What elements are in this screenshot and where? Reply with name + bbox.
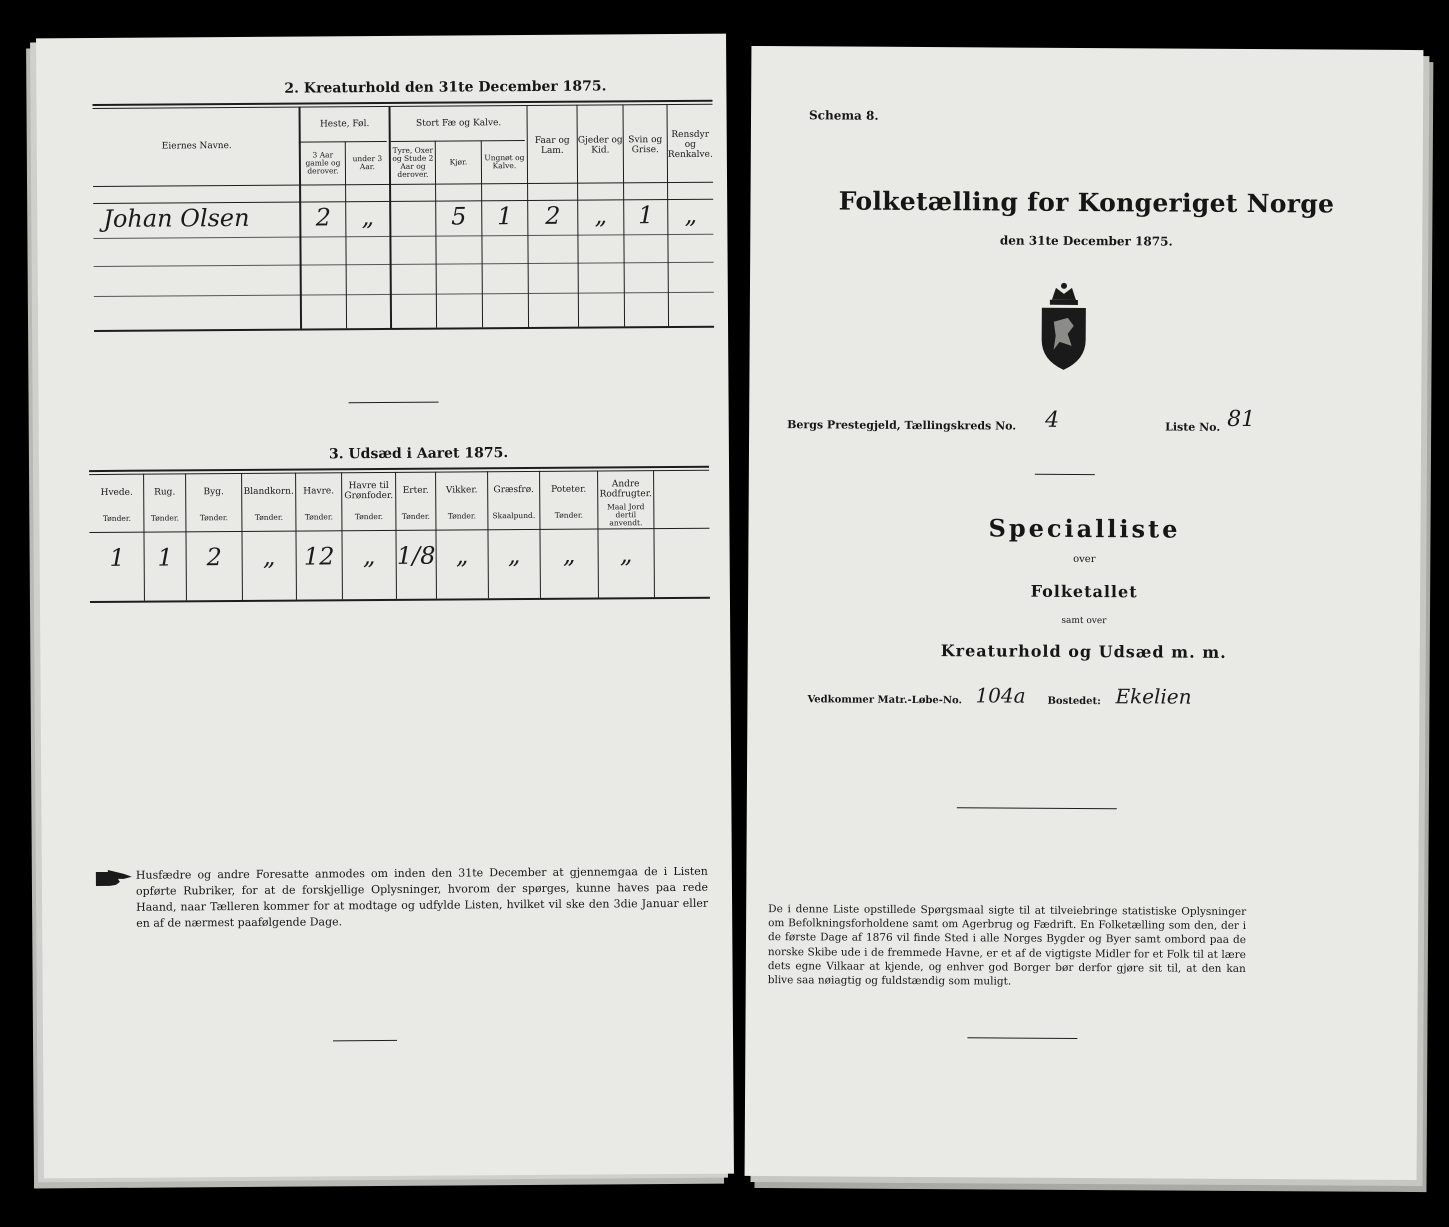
col-4-name: Havre. bbox=[303, 486, 335, 497]
col-horses-under3: under 3 Aar. bbox=[352, 154, 383, 172]
col-7-name: Vikker. bbox=[445, 485, 478, 496]
col-goats: Gjeder og Kid. bbox=[577, 135, 623, 156]
col-bulls: Tyre, Oxer og Stude 2 Aar og derover. bbox=[392, 145, 434, 179]
val-reindeer: „ bbox=[684, 200, 698, 229]
divider bbox=[957, 807, 1117, 809]
divider bbox=[967, 1037, 1077, 1039]
col-9-value: „ bbox=[562, 540, 576, 569]
col-9-unit: Tønder. bbox=[554, 510, 583, 520]
section3-title: 3. Udsæd i Aaret 1875. bbox=[328, 445, 509, 463]
schema-label: Schema 8. bbox=[808, 108, 879, 123]
census-title: Folketælling for Kongeriget Norge bbox=[838, 186, 1335, 219]
col-3-value: „ bbox=[262, 542, 276, 571]
val-horses-under3: „ bbox=[361, 203, 375, 232]
col-3-name: Blandkorn. bbox=[243, 486, 294, 497]
section2-title: 2. Kreaturhold den 31te December 1875. bbox=[284, 78, 607, 97]
pointing-hand-icon bbox=[94, 868, 134, 890]
over-text: over bbox=[1073, 553, 1096, 566]
val-horses-3yr: 2 bbox=[315, 203, 332, 232]
coat-of-arms-icon bbox=[1033, 282, 1094, 372]
col-8-name: Græsfrø. bbox=[493, 484, 534, 496]
col-1-value: 1 bbox=[157, 543, 173, 572]
folketallet-text: Folketallet bbox=[1030, 581, 1138, 602]
kreaturhold-text: Kreaturhold og Udsæd m. m. bbox=[940, 641, 1227, 662]
liste-no: 81 bbox=[1227, 406, 1256, 433]
liste-label: Liste No. bbox=[1165, 420, 1221, 434]
notice-text: Husfædre og andre Foresatte anmodes om inden den 31te December at gjennemgaa de i Listen opførte Rubriker, for at de forskjellige Oplysninger, hvorom der spørges, kunne haves paa rede Haand, naar Tælleren kommer for at modtage og udfylde Listen, hvilket vil ske den 3die Januar eller en af de nærmest paafølgende Dage. bbox=[135, 864, 709, 930]
val-pigs: 1 bbox=[638, 201, 654, 230]
owner-name: Johan Olsen bbox=[103, 203, 250, 233]
divider bbox=[1035, 474, 1095, 475]
val-cows: 5 bbox=[451, 202, 467, 231]
col-2-value: 2 bbox=[206, 543, 222, 572]
col-sheep: Faar og Lam. bbox=[534, 135, 570, 156]
cattle-group-header: Stort Fæ og Kalve. bbox=[415, 118, 502, 129]
left-page bbox=[36, 34, 734, 1179]
col-4-unit: Tønder. bbox=[304, 512, 333, 522]
col-reindeer: Rensdyr og Renkalve. bbox=[667, 129, 713, 161]
col-6-unit: Tønder. bbox=[401, 511, 430, 521]
census-date: den 31te December 1875. bbox=[999, 233, 1173, 249]
matr-label: Vedkommer Matr.-Løbe-No. bbox=[807, 694, 963, 707]
val-goats: „ bbox=[594, 201, 608, 230]
col-pigs: Svin og Grise. bbox=[628, 135, 663, 156]
col-6-value: 1/8 bbox=[396, 541, 436, 570]
col-5-name: Havre til Grønfoder. bbox=[344, 480, 394, 502]
right-page bbox=[745, 46, 1424, 1180]
col-8-value: „ bbox=[507, 541, 521, 570]
col-0-unit: Tønder. bbox=[102, 513, 131, 523]
col-10-value: „ bbox=[619, 540, 633, 569]
census-paragraph: De i denne Liste opstillede Spørgsmaal sigte til at tilveiebringe statistiske Oplysninger om Befolkningsforholdene samt om Agerbrug og Fædrift. En Folketælling som den, der i de første Dage af 1876 vil finde Sted i alle Norges Bygder og Byer samt ombord paa de norske Skibe ude i de fremmede Havne, er et af de vigtigste Midler for et Folk til at lære dets egne Vilkaar at kjende, og enhver god Borger bør derfor gjøre sit til, at den kan blive saa nøiagtig og fuldstændig som muligt. bbox=[767, 903, 1247, 988]
col-0-name: Hvede. bbox=[100, 487, 133, 498]
col-7-unit: Tønder. bbox=[447, 511, 476, 521]
col-9-name: Poteter. bbox=[551, 484, 587, 495]
col-5-unit: Tønder. bbox=[354, 512, 383, 522]
col-4-value: 12 bbox=[303, 542, 335, 571]
col-0-value: 1 bbox=[109, 543, 125, 572]
val-sheep: 2 bbox=[545, 201, 561, 230]
col-5-value: „ bbox=[362, 542, 376, 571]
divider bbox=[333, 1040, 397, 1041]
divider bbox=[349, 402, 439, 404]
col-3-unit: Tønder. bbox=[254, 512, 283, 522]
bosted-value: Ekelien bbox=[1115, 684, 1192, 709]
col-10-name: Andre Rodfrugter. bbox=[599, 479, 652, 500]
val-bulls bbox=[391, 198, 435, 236]
col-horses-3yr: 3 Aar gamle og derover. bbox=[305, 150, 341, 176]
kreds-no: 4 bbox=[1045, 407, 1060, 433]
horses-group-header: Heste, Føl. bbox=[319, 119, 370, 130]
specialliste-title: Specialliste bbox=[988, 513, 1181, 544]
prestegjeld-label: Bergs Prestegjeld, Tællingskreds No. bbox=[787, 418, 1017, 433]
col-2-name: Byg. bbox=[203, 487, 224, 498]
bosted-label: Bostedet: bbox=[1047, 695, 1101, 708]
owner-header: Eiernes Navne. bbox=[161, 141, 232, 152]
col-1-name: Rug. bbox=[154, 487, 176, 498]
matr-no: 104a bbox=[975, 683, 1026, 708]
col-7-value: „ bbox=[455, 541, 469, 570]
col-2-unit: Tønder. bbox=[199, 513, 228, 523]
col-cows: Kjør. bbox=[449, 157, 468, 167]
col-8-unit: Skaalpund. bbox=[492, 510, 536, 521]
col-6-name: Erter. bbox=[402, 485, 429, 496]
col-calves: Ungnøt og Kalve. bbox=[484, 153, 525, 171]
col-10-unit: Maal Jord dertil anvendt. bbox=[607, 502, 645, 528]
samt-over-text: samt over bbox=[1061, 615, 1107, 627]
val-calves: 1 bbox=[497, 202, 513, 231]
col-1-unit: Tønder. bbox=[150, 513, 179, 523]
